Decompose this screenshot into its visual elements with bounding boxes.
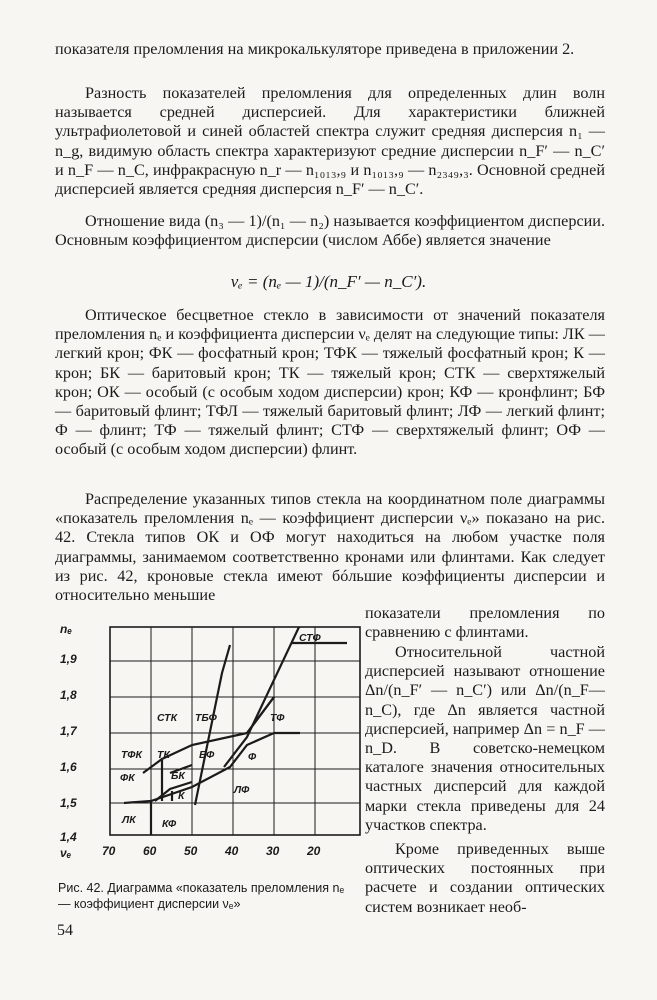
paragraph-distribution: Распределение указанных типов стекла на координатном поле диаграммы «показатель преломления nₑ — коэффициент дисперсии νₑ» показано на рис. 42. Стекла типов ОК и ОФ могут находиться на любом участке поля диаграммы, занимаемом соответственно кронами или флинтами. Как следует из рис. 42, кроновые стекла имеют бóльшие коэффициенты дисперсии и относительно меньшие [55, 490, 605, 605]
x-tick: 70 [102, 844, 116, 858]
paragraph-intro: показателя преломления на микрокалькуляторе приведена в приложении 2. [55, 40, 575, 58]
y-tick: 1,6 [60, 760, 77, 774]
region-boundaries [124, 627, 347, 835]
region-label: ТК [157, 749, 170, 761]
y-tick: 1,9 [60, 652, 77, 666]
x-tick: 60 [143, 844, 157, 858]
region-label: ТФК [121, 749, 142, 761]
region-label: ЛК [122, 814, 136, 826]
y-tick: 1,7 [60, 724, 77, 738]
abbe-formula: νₑ = (nₑ — 1)/(n_F′ — n_C′). [230, 272, 427, 291]
diagram-grid [110, 627, 360, 835]
paragraph-refractive-comparison: показатели преломления по сравнению с флинтами. [365, 604, 605, 642]
diagram-frame [110, 627, 360, 835]
y-tick: 1,5 [60, 796, 77, 810]
x-axis-label: νₑ [60, 846, 72, 860]
paragraph-optical-constants: Кроме приведенных выше оптических постоянных при расчете и создании оптических систем возникает необ- [365, 840, 605, 916]
region-label: ТБФ [195, 712, 217, 724]
glass-diagram [52, 615, 362, 875]
x-tick: 40 [225, 844, 239, 858]
region-label: СТФ [299, 632, 321, 644]
region-label: К [178, 790, 185, 802]
region-label: ТФ [270, 712, 285, 724]
x-tick: 30 [266, 844, 280, 858]
region-label: БФ [199, 749, 215, 761]
paragraph-glass-types: Оптическое бесцветное стекло в зависимости от значений показателя преломления nₑ и коэффициента дисперсии νₑ делят на следующие типы: ЛК — легкий крон; ФК — фосфатный крон; ТФК — тяжелый фосфатный крон; К — крон; БК — баритовый крон; ТК — тяжелый крон; СТК — сверхтяжелый крон; ОК — особый (с особым ходом дисперсии) крон; КФ — кронфлинт; БФ — баритовый флинт; ТФЛ — тяжелый баритовый флинт; ЛФ — легкий флинт; Ф — флинт; ТФ — тяжелый флинт; СТФ — сверхтяжелый флинт; ОФ — особый (с особым ходом дисперсии) флинт. [55, 306, 605, 459]
page-number: 54 [57, 922, 73, 939]
region-label: Ф [248, 751, 257, 763]
region-label: БК [171, 770, 185, 782]
y-tick: 1,4 [60, 830, 77, 844]
paragraph-relative-partial-dispersion: Относительной частной дисперсией называют отношение Δn/(n_F′ — n_C′) или Δn/(n_F—n_C), где Δn является частной дисперсией, например Δn = n_F — n_D. В советско-немецком каталоге значения относительных частных дисперсий для каждой марки стекла приведены для 24 участков спектра. [365, 643, 605, 834]
y-axis-label: nₑ [60, 622, 73, 636]
region-label: ЛФ [234, 784, 250, 796]
region-label: КФ [162, 818, 177, 830]
region-label: СТК [157, 712, 178, 724]
figure-caption: Рис. 42. Диаграмма «показатель преломления nₑ — коэффициент дисперсии νₑ» [58, 881, 345, 911]
y-tick: 1,8 [60, 688, 77, 702]
paragraph-mean-dispersion: Разность показателей преломления для определенных длин волн называется средней дисперсией. Для характеристики ближней ультрафиолетовой и синей областей спектра служит средняя дисперсия n₁ — n_g, видимую область спектра характеризуют средние дисперсии n_F′ — n_C′ и n_F — n_C, инфракрасную n_r — n₁₀₁₃,₉ и n₁₀₁₃,₉ — n₂₃₄₉,₃. Основной средней дисперсией является средняя дисперсия n_F′ — n_C′. [55, 84, 605, 199]
paragraph-dispersion-coefficient: Отношение вида (n₃ — 1)/(n₁ — n₂) называется коэффициентом дисперсии. Основным коэффициентом дисперсии (числом Аббе) является значение [55, 212, 605, 250]
region-label: ФК [120, 772, 135, 784]
x-tick: 20 [307, 844, 321, 858]
x-tick: 50 [184, 844, 198, 858]
